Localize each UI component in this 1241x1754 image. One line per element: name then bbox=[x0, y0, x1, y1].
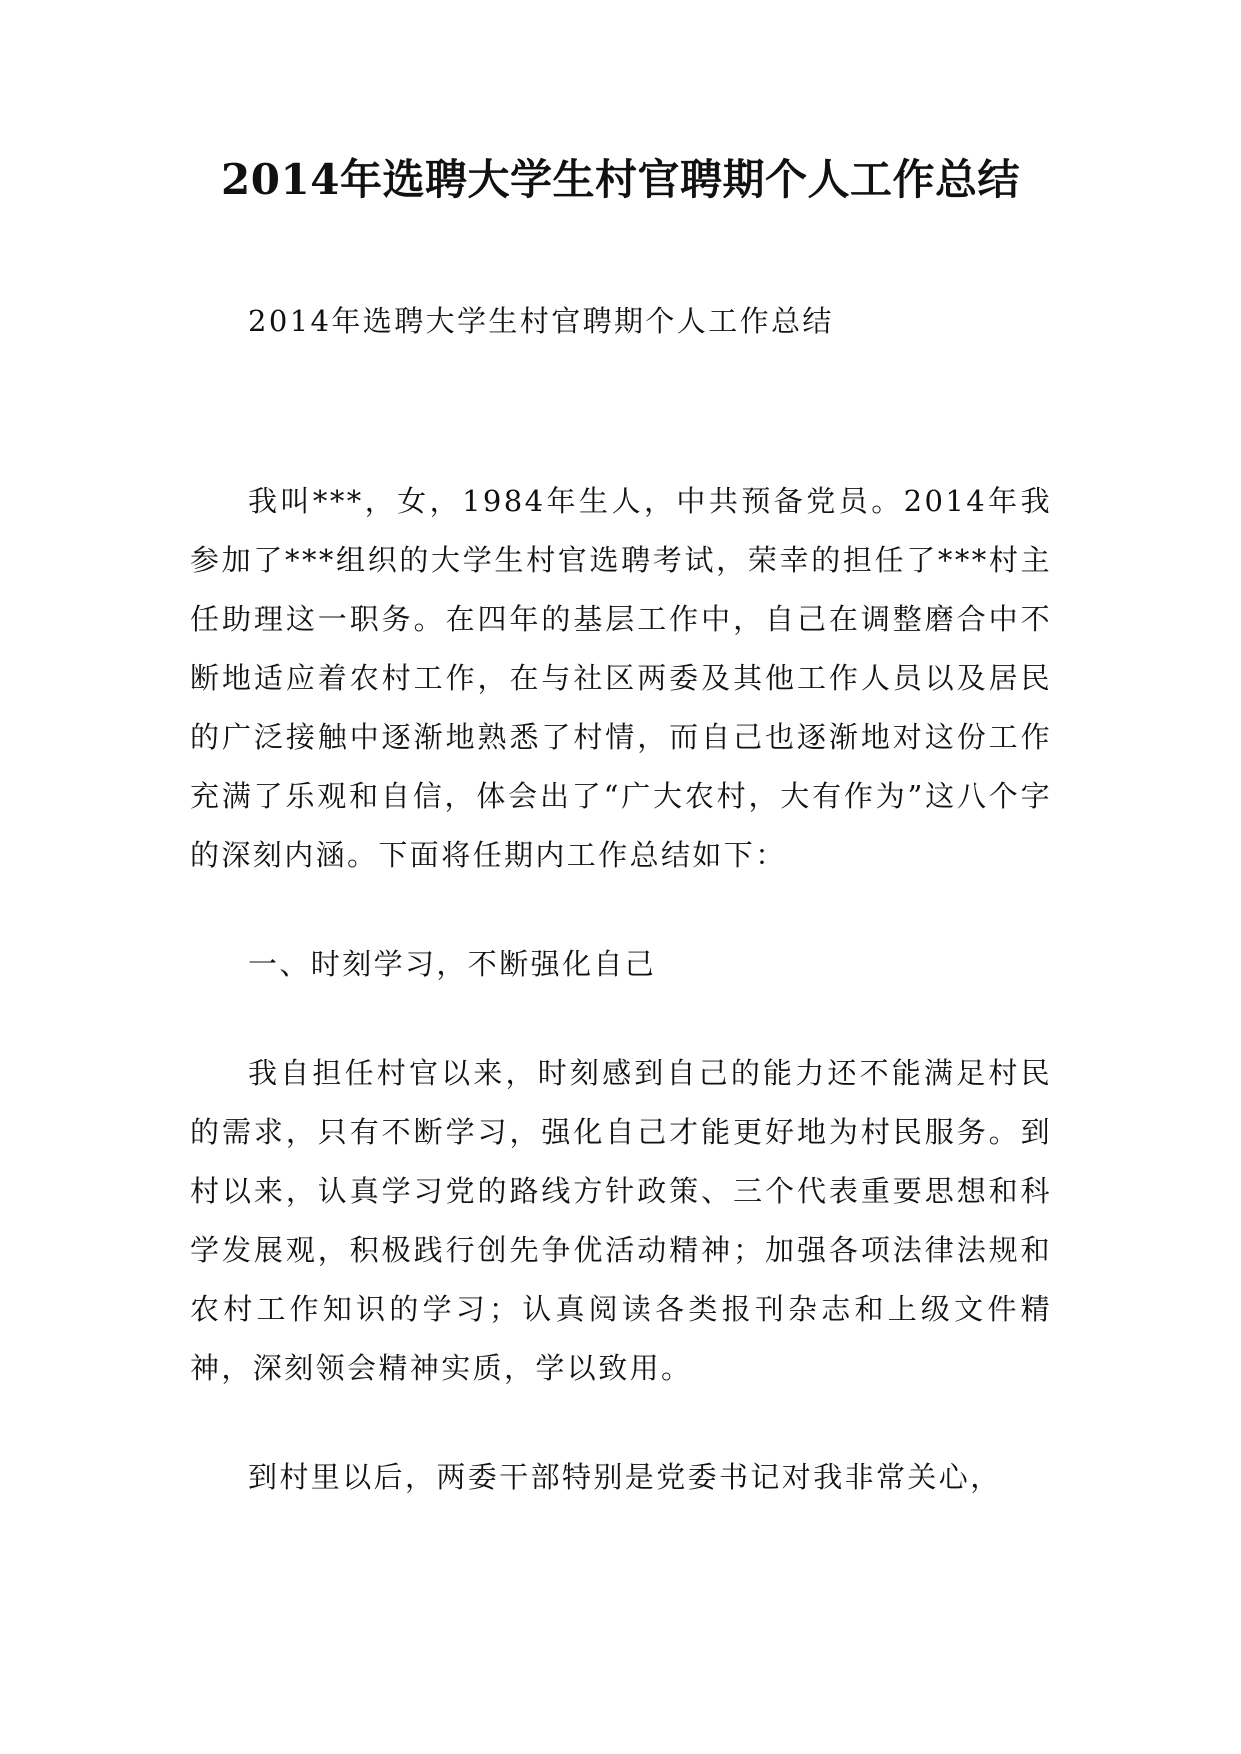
paragraph-intro: 我叫***，女，1984年生人，中共预备党员。2014年我参加了***组织的大学生村官选聘考试，荣幸的担任了***村主任助理这一职务。在四年的基层工作中，自己在调整磨合中不断地适应着农村工作，在与社区两委及其他工作人员以及居民的广泛接触中逐渐地熟悉了村情，而自己也逐渐地对这份工作充满了乐观和自信，体会出了“广大农村，大有作为”这八个字的深刻内涵。下面将任期内工作总结如下： bbox=[190, 484, 1052, 872]
document-subtitle: 2014年选聘大学生村官聘期个人工作总结 bbox=[248, 304, 834, 338]
section-heading-1: 一、时刻学习，不断强化自己 bbox=[248, 947, 657, 981]
document-title: 2014年选聘大学生村官聘期个人工作总结 bbox=[221, 155, 1020, 204]
document-body bbox=[190, 292, 1052, 1507]
paragraph-village: 到村里以后，两委干部特别是党委书记对我非常关心， bbox=[248, 1460, 1002, 1494]
paragraph-study: 我自担任村官以来，时刻感到自己的能力还不能满足村民的需求，只有不断学习，强化自己才能更好地为村民服务。到村以来，认真学习党的路线方针政策、三个代表重要思想和科学发展观，积极践行创先争优活动精神；加强各项法律法规和农村工作知识的学习；认真阅读各类报刊杂志和上级文件精神，深刻领会精神实质，学以致用。 bbox=[190, 1056, 1052, 1385]
